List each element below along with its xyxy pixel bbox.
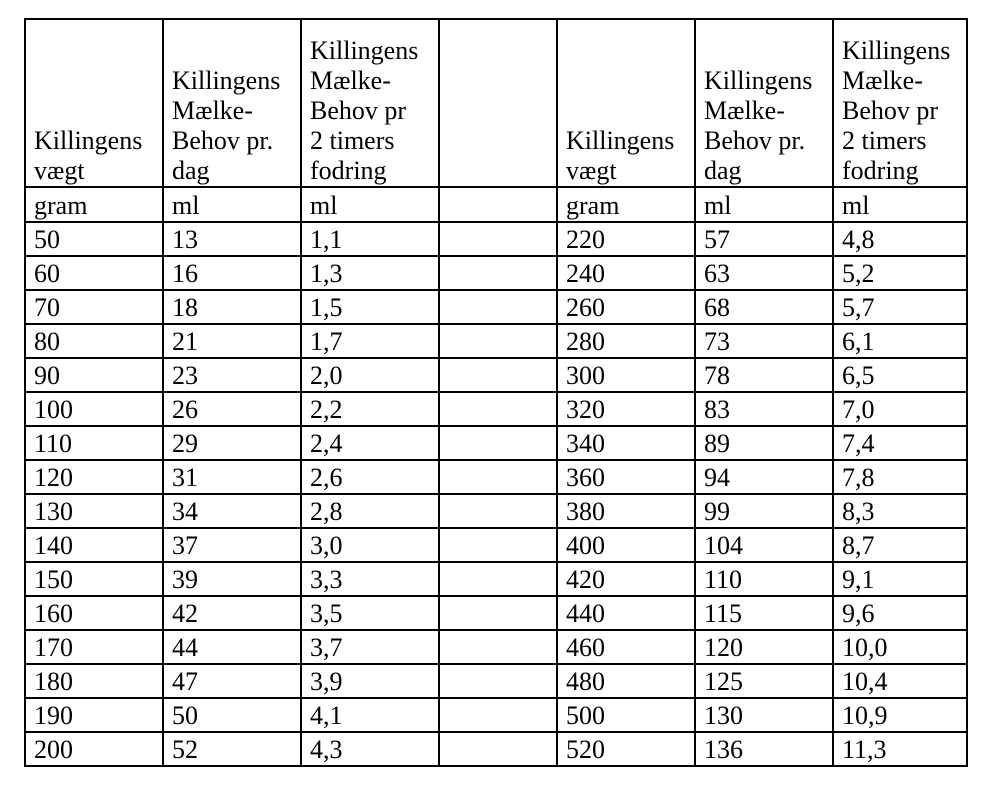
unit-weight-left: gram	[25, 187, 163, 222]
cell-weight-left: 110	[25, 426, 163, 460]
cell-per-feeding-right: 10,0	[833, 630, 967, 664]
cell-per-feeding-left: 2,6	[301, 460, 439, 494]
unit-daily-left: ml	[163, 187, 301, 222]
header-daily-right	[695, 19, 833, 187]
cell-per-feeding-left: 3,3	[301, 562, 439, 596]
cell-per-feeding-left: 1,3	[301, 256, 439, 290]
header-line: dag	[172, 156, 210, 185]
cell-daily-left: 47	[163, 664, 301, 698]
cell-per-feeding-right: 5,2	[833, 256, 967, 290]
cell-daily-left: 16	[163, 256, 301, 290]
spacer-cell	[439, 290, 557, 324]
cell-daily-right: 115	[695, 596, 833, 630]
spacer-cell	[439, 256, 557, 290]
cell-weight-right: 260	[557, 290, 695, 324]
cell-daily-left: 26	[163, 392, 301, 426]
cell-per-feeding-left: 2,4	[301, 426, 439, 460]
table-row	[25, 630, 967, 664]
cell-per-feeding-left: 3,0	[301, 528, 439, 562]
cell-daily-left: 23	[163, 358, 301, 392]
spacer-cell	[439, 460, 557, 494]
header-line: vægt	[566, 156, 617, 185]
cell-per-feeding-left: 2,2	[301, 392, 439, 426]
cell-weight-left: 130	[25, 494, 163, 528]
cell-weight-left: 50	[25, 222, 163, 256]
cell-daily-left: 31	[163, 460, 301, 494]
cell-daily-right: 110	[695, 562, 833, 596]
cell-per-feeding-left: 2,0	[301, 358, 439, 392]
cell-per-feeding-right: 9,1	[833, 562, 967, 596]
header-weight-right	[557, 19, 695, 187]
table-row	[25, 698, 967, 732]
cell-daily-right: 78	[695, 358, 833, 392]
header-daily-left	[163, 19, 301, 187]
cell-daily-right: 125	[695, 664, 833, 698]
cell-daily-right: 130	[695, 698, 833, 732]
header-line: Behov pr.	[172, 126, 274, 155]
table-row	[25, 290, 967, 324]
cell-per-feeding-right: 6,5	[833, 358, 967, 392]
cell-daily-right: 89	[695, 426, 833, 460]
table-row	[25, 664, 967, 698]
header-line: 2 timers	[842, 126, 927, 155]
cell-weight-left: 140	[25, 528, 163, 562]
cell-daily-right: 120	[695, 630, 833, 664]
cell-weight-left: 70	[25, 290, 163, 324]
cell-daily-right: 63	[695, 256, 833, 290]
cell-daily-right: 73	[695, 324, 833, 358]
header-row	[25, 19, 967, 187]
cell-weight-right: 420	[557, 562, 695, 596]
table-row	[25, 222, 967, 256]
header-line: Mælke-	[842, 66, 923, 95]
table-row	[25, 324, 967, 358]
cell-weight-left: 80	[25, 324, 163, 358]
unit-per-feeding-right: ml	[833, 187, 967, 222]
cell-per-feeding-right: 7,4	[833, 426, 967, 460]
cell-weight-right: 240	[557, 256, 695, 290]
cell-per-feeding-right: 6,1	[833, 324, 967, 358]
cell-daily-right: 83	[695, 392, 833, 426]
cell-per-feeding-right: 10,4	[833, 664, 967, 698]
spacer-cell	[439, 698, 557, 732]
cell-weight-right: 300	[557, 358, 695, 392]
header-line: Mælke-	[310, 66, 391, 95]
cell-daily-left: 29	[163, 426, 301, 460]
spacer-cell	[439, 732, 557, 766]
cell-daily-left: 37	[163, 528, 301, 562]
cell-weight-left: 200	[25, 732, 163, 766]
header-per-feeding-left	[301, 19, 439, 187]
cell-per-feeding-left: 3,7	[301, 630, 439, 664]
cell-per-feeding-right: 11,3	[833, 732, 967, 766]
cell-daily-left: 50	[163, 698, 301, 732]
spacer-cell	[439, 664, 557, 698]
cell-daily-left: 42	[163, 596, 301, 630]
cell-weight-right: 340	[557, 426, 695, 460]
table-row	[25, 358, 967, 392]
header-line: Mælke-	[172, 96, 253, 125]
cell-weight-left: 90	[25, 358, 163, 392]
cell-weight-left: 160	[25, 596, 163, 630]
cell-daily-right: 104	[695, 528, 833, 562]
cell-weight-left: 190	[25, 698, 163, 732]
spacer-cell	[439, 630, 557, 664]
cell-daily-right: 68	[695, 290, 833, 324]
header-line: Killingens	[704, 66, 813, 95]
table-row	[25, 494, 967, 528]
header-line: Killingens	[842, 36, 951, 65]
cell-weight-right: 320	[557, 392, 695, 426]
table-row	[25, 562, 967, 596]
cell-weight-left: 60	[25, 256, 163, 290]
cell-daily-left: 52	[163, 732, 301, 766]
header-line: Behov pr	[310, 96, 407, 125]
spacer-cell	[439, 596, 557, 630]
spacer-cell	[439, 426, 557, 460]
header-line: 2 timers	[310, 126, 395, 155]
cell-weight-right: 520	[557, 732, 695, 766]
cell-daily-left: 44	[163, 630, 301, 664]
header-line: Mælke-	[704, 96, 785, 125]
cell-per-feeding-left: 3,5	[301, 596, 439, 630]
header-line: Killingens	[310, 36, 419, 65]
header-weight-left	[25, 19, 163, 187]
table-row	[25, 596, 967, 630]
cell-per-feeding-right: 10,9	[833, 698, 967, 732]
cell-daily-right: 136	[695, 732, 833, 766]
cell-per-feeding-right: 5,7	[833, 290, 967, 324]
cell-weight-right: 380	[557, 494, 695, 528]
cell-daily-right: 99	[695, 494, 833, 528]
cell-daily-right: 57	[695, 222, 833, 256]
spacer-cell	[439, 324, 557, 358]
cell-per-feeding-left: 2,8	[301, 494, 439, 528]
header-line: fodring	[842, 156, 919, 185]
spacer-cell	[439, 19, 557, 187]
cell-per-feeding-left: 4,1	[301, 698, 439, 732]
header-line: dag	[704, 156, 742, 185]
table-row	[25, 528, 967, 562]
table-row	[25, 392, 967, 426]
cell-per-feeding-left: 1,1	[301, 222, 439, 256]
cell-weight-left: 180	[25, 664, 163, 698]
cell-daily-left: 21	[163, 324, 301, 358]
cell-per-feeding-right: 8,3	[833, 494, 967, 528]
header-line: fodring	[310, 156, 387, 185]
table-row	[25, 256, 967, 290]
cell-weight-left: 120	[25, 460, 163, 494]
header-per-feeding-right	[833, 19, 967, 187]
cell-daily-left: 18	[163, 290, 301, 324]
cell-daily-right: 94	[695, 460, 833, 494]
unit-weight-right: gram	[557, 187, 695, 222]
cell-weight-left: 150	[25, 562, 163, 596]
cell-weight-left: 100	[25, 392, 163, 426]
spacer-cell	[439, 187, 557, 222]
header-line: Killingens	[566, 126, 675, 155]
header-line: Killingens	[34, 126, 143, 155]
cell-per-feeding-left: 1,5	[301, 290, 439, 324]
cell-per-feeding-right: 7,8	[833, 460, 967, 494]
cell-per-feeding-left: 4,3	[301, 732, 439, 766]
spacer-cell	[439, 358, 557, 392]
cell-weight-right: 460	[557, 630, 695, 664]
spacer-cell	[439, 392, 557, 426]
spacer-cell	[439, 562, 557, 596]
cell-per-feeding-right: 4,8	[833, 222, 967, 256]
cell-daily-left: 39	[163, 562, 301, 596]
table-row	[25, 426, 967, 460]
cell-weight-right: 220	[557, 222, 695, 256]
cell-weight-right: 440	[557, 596, 695, 630]
cell-weight-right: 400	[557, 528, 695, 562]
header-line: Killingens	[172, 66, 281, 95]
header-line: vægt	[34, 156, 85, 185]
header-line: Behov pr.	[704, 126, 806, 155]
header-line: Behov pr	[842, 96, 939, 125]
spacer-cell	[439, 222, 557, 256]
cell-weight-right: 280	[557, 324, 695, 358]
cell-daily-left: 34	[163, 494, 301, 528]
spacer-cell	[439, 528, 557, 562]
table-row	[25, 460, 967, 494]
cell-daily-left: 13	[163, 222, 301, 256]
cell-per-feeding-right: 8,7	[833, 528, 967, 562]
unit-per-feeding-left: ml	[301, 187, 439, 222]
cell-per-feeding-right: 7,0	[833, 392, 967, 426]
spacer-cell	[439, 494, 557, 528]
table-row	[25, 732, 967, 766]
cell-weight-right: 480	[557, 664, 695, 698]
unit-row	[25, 187, 967, 222]
cell-per-feeding-right: 9,6	[833, 596, 967, 630]
cell-per-feeding-left: 1,7	[301, 324, 439, 358]
cell-per-feeding-left: 3,9	[301, 664, 439, 698]
cell-weight-right: 360	[557, 460, 695, 494]
unit-daily-right: ml	[695, 187, 833, 222]
cell-weight-right: 500	[557, 698, 695, 732]
cell-weight-left: 170	[25, 630, 163, 664]
kitten-milk-table	[24, 18, 968, 767]
